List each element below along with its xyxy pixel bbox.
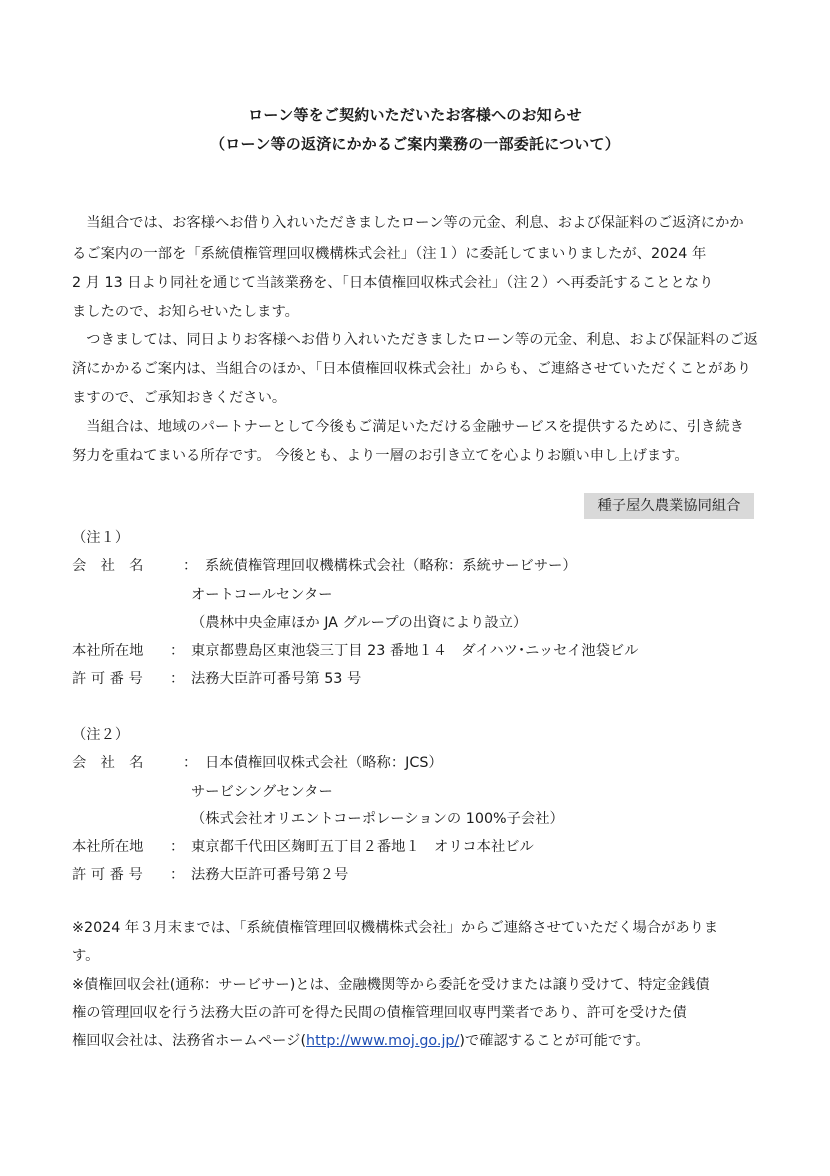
note2-company-label: 会 社 名 [72,755,144,771]
body-line: 2 月 13 日より同社を通じて当該業務を、「日本債権回収株式会社」（注２）へ再委託することとなり [72,275,714,291]
note1-address-label: 本社所在地 [72,643,144,659]
note2-company-sub1: サービシングセンター [191,784,333,800]
note1-company-name: 系統債権管理回収機構株式会社（略称：系統サービサー） [205,558,577,574]
note2-address-label: 本社所在地 [72,839,144,855]
note1-heading: （注１） [72,530,130,546]
note1-address: 東京都豊島区東池袋三丁目 23 番地１４ ダイハツ･ニッセイ池袋ビル [191,643,639,659]
footnote-line: す。 [72,948,100,964]
note1-license: 法務大臣許可番号第 53 号 [191,671,362,687]
colon: ： [170,867,185,883]
notice-subtitle: （ローン等の返済にかかるご案内業務の一部委託について） [210,135,620,153]
note1-company-sub2: （農林中央金庫ほか JA グループの出資により設立） [191,615,528,631]
note1-company-sub1: オートコールセンター [191,587,333,603]
note2-heading: （注２） [72,727,130,743]
body-line: るご案内の一部を「系統債権管理回収機構株式会社」（注１）に委託してまいりましたが、2024 年 [72,246,707,262]
body-line: つきましては、同日よりお客様へお借り入れいただきましたローン等の元金、利息、および保証料のご返 [72,332,758,348]
body-line: 済にかかるご案内は、当組合のほか、「日本債権回収株式会社」からも、ご連絡させていただくことがあり [72,361,752,377]
colon: ： [183,558,198,574]
moj-homepage-link[interactable]: http://www.moj.go.jp/ [306,1033,460,1049]
body-line: ましたので、お知らせいたします。 [72,304,299,320]
note2-license-label: 許 可 番 号 [72,867,143,883]
body-line: 努力を重ねてまいる所存です。 今後とも、より一層のお引き立てを心よりお願い申し上げます。 [72,448,689,464]
notice-title: ローン等をご契約いただいたお客様へのお知らせ [248,106,582,124]
footnote-line-with-link [72,1031,650,1051]
note2-license: 法務大臣許可番号第２号 [191,867,349,883]
body-line: ますので、ご承知おきください。 [72,390,287,406]
body-line: 当組合は、地域のパートナーとして今後もご満足いただける金融サービスを提供するために、引き続き [72,419,744,435]
footnote-line: ※債権回収会社(通称：サービサー)とは、金融機関等から委託を受けまたは譲り受けて、特定金銭債 [72,977,710,993]
colon: ： [183,755,198,771]
note1-company-label: 会 社 名 [72,558,144,574]
colon: ： [170,839,185,855]
footnote-text: )で確認することが可能です。 [459,1033,650,1049]
body-line: 当組合では、お客様へお借り入れいただきましたローン等の元金、利息、および保証料のご返済にかか [72,215,744,231]
note2-address: 東京都千代田区麹町五丁目２番地１ オリコ本社ビル [191,839,534,855]
note2-company-name: 日本債権回収株式会社（略称：JCS） [205,755,443,771]
footnote-line: ※2024 年３月末までは、「系統債権管理回収機構株式会社」からご連絡させていただく場合がありま [72,920,719,936]
note1-license-label: 許 可 番 号 [72,671,143,687]
footnote-line: 権の管理回収を行う法務大臣の許可を得た民間の債権管理回収専門業者であり、許可を受けた債 [72,1005,687,1021]
footnote-text: 権回収会社は、法務省ホームページ( [72,1033,307,1049]
organization-name: 種子屋久農業協同組合 [584,493,754,519]
colon: ： [170,671,185,687]
colon: ： [170,643,185,659]
note2-company-sub2: （株式会社オリエントコーポレーションの 100%子会社） [191,811,564,827]
